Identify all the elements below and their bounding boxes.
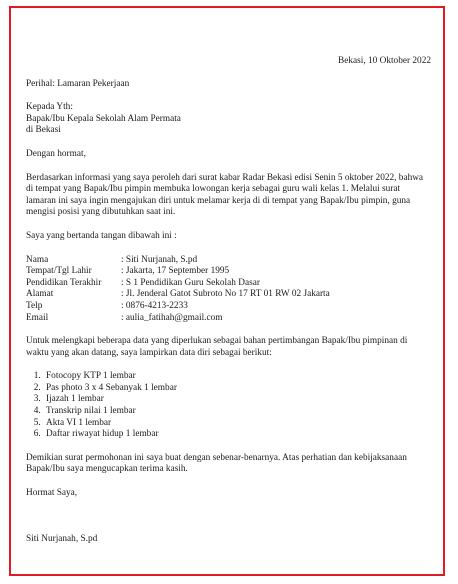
identity-row (26, 301, 330, 313)
attachment-item: 2. Pas photo 3 x 4 Sebanyak 1 lembar (43, 383, 431, 395)
signer-name: Siti Nurjanah, S.pd (26, 533, 98, 544)
attachment-item: 1. Fotocopy KTP 1 lembar (43, 371, 431, 383)
identity-row (26, 266, 330, 278)
identity-value: : aulia_fatihah@gmail.com (121, 312, 223, 323)
identity-label: Pendidikan Terakhir (26, 277, 102, 288)
identity-table (26, 255, 330, 325)
identity-row (26, 313, 330, 325)
attachment-item: 5. Akta VI 1 lembar (43, 418, 431, 430)
identity-value: : Siti Nurjanah, S.pd (121, 254, 198, 265)
letter-body (26, 56, 431, 545)
identity-label: Alamat (26, 289, 54, 300)
identity-value: : S 1 Pendidikan Guru Sekolah Dasar (121, 277, 260, 288)
attachment-list (26, 371, 431, 441)
sign-off: Hormat Saya, (26, 488, 78, 499)
letter-date: Bekasi, 10 Oktober 2022 (338, 56, 431, 66)
identity-row (26, 255, 330, 267)
attachment-intro: Untuk melengkapi beberapa data yang diperlukan sebagai bahan pertimbangan Bapak/Ibu pimpinan di waktu yang akan datang, saya lampirkan data diri sebagai berikut: (26, 336, 408, 358)
closing-paragraph: Demikian surat permohonan ini saya buat dengan sebenar-benarnya. Atas perhatian dan kebijaksanaan Bapak/Ibu saya mengucapkan terima kasih. (26, 452, 407, 475)
recipient-line: di Bekasi (26, 125, 61, 136)
identity-value: : Jl. Jenderal Gatot Subroto No 17 RT 01 RW 02 Jakarta (121, 289, 330, 300)
identity-row (26, 278, 330, 290)
identity-label: Email (26, 312, 49, 323)
identity-value: : Jakarta, 17 September 1995 (121, 266, 230, 277)
recipient-line: Kepada Yth: (26, 102, 73, 113)
attachment-item: 4. Transkrip nilai 1 lembar (43, 406, 431, 418)
letter-subject: Perihal: Lamaran Pekerjaan (26, 78, 130, 89)
attachment-item: 3. Ijazah 1 lembar (43, 394, 431, 406)
identity-label: Telp (26, 300, 43, 311)
intro-paragraph: Berdasarkan informasi yang saya peroleh dari surat kabar Radar Bekasi edisi Senin 5 oktober 2022, bahwa di tempat yang Bapak/Ibu pimpin membuka lowongan kerja sebagai guru wali kelas 1. Melalui surat lamaran ini saya ingin mengajukan diri untuk melamar kerja di di tempat yang Bapak/Ibu pimpin, guna mengisi posisi yang dibutuhkan saat ini. (26, 172, 424, 218)
greeting: Dengan hormat, (26, 148, 86, 159)
identity-value: : 0876-4213-2233 (121, 300, 188, 311)
recipient-block (26, 102, 431, 137)
identity-row (26, 289, 330, 301)
recipient-line: Bapak/Ibu Kepala Sekolah Alam Permata (26, 113, 181, 124)
identity-label: Nama (26, 254, 49, 265)
identity-label: Tempat/Tgl Lahir (26, 266, 92, 277)
attachment-item: 6. Daftar riwayat hidup 1 lembar (43, 429, 431, 441)
signer-intro: Saya yang bertanda tangan dibawah ini : (26, 230, 177, 241)
